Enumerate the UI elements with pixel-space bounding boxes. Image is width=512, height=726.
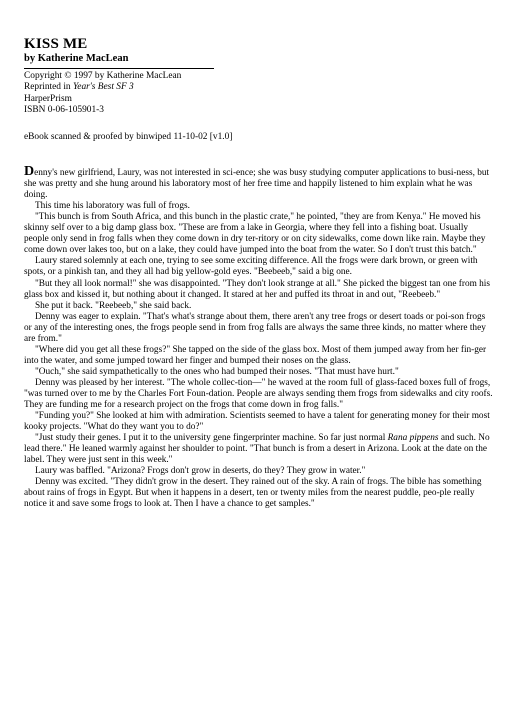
species-name: Rana pippens (387, 433, 439, 444)
paragraph-1 (24, 164, 494, 201)
ebook-page (24, 36, 494, 510)
paragraph-5: "But they all look normal!" she was disappointed. "They don't look strange at all." She picked the biggest tan one from his glass box and kissed it, but nothing about it changed. It stared at her and puffed its throat in and out, "Reebeeb." (24, 278, 491, 300)
paragraph-2: This time his laboratory was full of frogs. (35, 201, 190, 212)
reprinted-line (24, 82, 494, 93)
paragraph-9: "Ouch," she said sympathetically to the ones who had bumped their noses. "That must have hurt." (35, 366, 399, 377)
paragraph-11: "Funding you?" She looked at him with admiration. Scientists seemed to have a talent for generating money for their most kooky projects. "What do they want you to do?" (24, 411, 490, 433)
drop-cap: D (24, 164, 35, 180)
paragraph-1-text: enny's new girlfriend, Laury, was not interested in sci-ence; she was busy studying computer applications to busi-ness, but she was pretty and she hung around his laboratory most of her free time and happily listened to him explain what he was doing. (24, 168, 490, 201)
paragraph-7: Denny was eager to explain. "That's what's strange about them, there aren't any tree frogs or desert toads or poi-son frogs or any of the interesting ones, the frogs people send in from frog falls are always the same three kinds, no matter where they are from." (24, 311, 486, 344)
paragraph-8: "Where did you get all these frogs?" She tapped on the side of the glass box. Most of them jumped away from her fin-ger into the water, and some jumped toward her finger and bumped their noses on the glass. (24, 344, 487, 366)
paragraph-12 (24, 433, 494, 466)
paragraph-6: She put it back. "Reebeeb," she said back. (35, 300, 192, 311)
paragraph-10: Denny was pleased by her interest. "The whole collec-tion—" he waved at the room full of glass-faced boxes full of frogs, "was turned over to me by the Charles Fort Foun-dation. People are always sending them frogs from sidewalks and city roofs. They are funding me for a research project on the frogs that come down in frog falls." (24, 377, 493, 411)
publisher-line: HarperPrism (24, 93, 72, 104)
paragraph-3: "This bunch is from South Africa, and this bunch in the plastic crate," he pointed, "they are from Kenya." He moved his skinny self over to a big damp glass box. "These are from a lake in Georgia, where they fell into a fishing boat. Usually people only send in frog falls when they come down in dry ter-ritory or on city sidewalks, come down like rain. Maybe they come down over lakes too, but on a lake, they could have jumped into the boat from the water. So I don't trust this batch." (24, 212, 486, 256)
paragraph-12-text-a: "Just study their genes. I put it to the university gene fingerprinter machine. So far just normal (35, 433, 388, 444)
paragraph-13: Laury was baffled. "Arizona? Frogs don't grow in deserts, do they? They grow in water." (35, 466, 366, 477)
author-byline: by Katherine MacLean (24, 53, 129, 64)
scan-note: eBook scanned & proofed by binwiped 11-10-02 [v1.0] (24, 131, 233, 142)
paragraph-4: Laury stared solemnly at each one, trying to see some exciting difference. All the frogs were dark brown, or green with spots, or a pinkish tan, and they all had big yellow-gold eyes. "Beebeeb," said a big one. (24, 256, 478, 278)
reprinted-prefix: Reprinted in (24, 82, 73, 93)
isbn-line: ISBN 0-06-105901-3 (24, 105, 104, 116)
paragraph-14: Denny was excited. "They didn't grow in the desert. They rained out of the sky. A rain of frogs. The bible has something about rains of frogs in Egypt. But when it happens in a desert, ten or twenty miles from the nearest puddle, peo-ple really notice it and save some frogs to look at. Then I have a chance to get samples." (24, 477, 482, 510)
paragraph-12-text-b: and such. No lead there." He leaned warmly against her shoulder to point. "That bunch is from a desert in Arizona. Look at the date on the label. They were just sent in this week." (24, 433, 490, 466)
story-title: KISS ME (24, 36, 88, 52)
story-body (24, 164, 494, 510)
copyright-line: Copyright © 1997 by Katherine MacLean (24, 71, 182, 81)
reprinted-work: Year's Best SF 3 (72, 82, 134, 93)
title-divider (24, 68, 214, 69)
